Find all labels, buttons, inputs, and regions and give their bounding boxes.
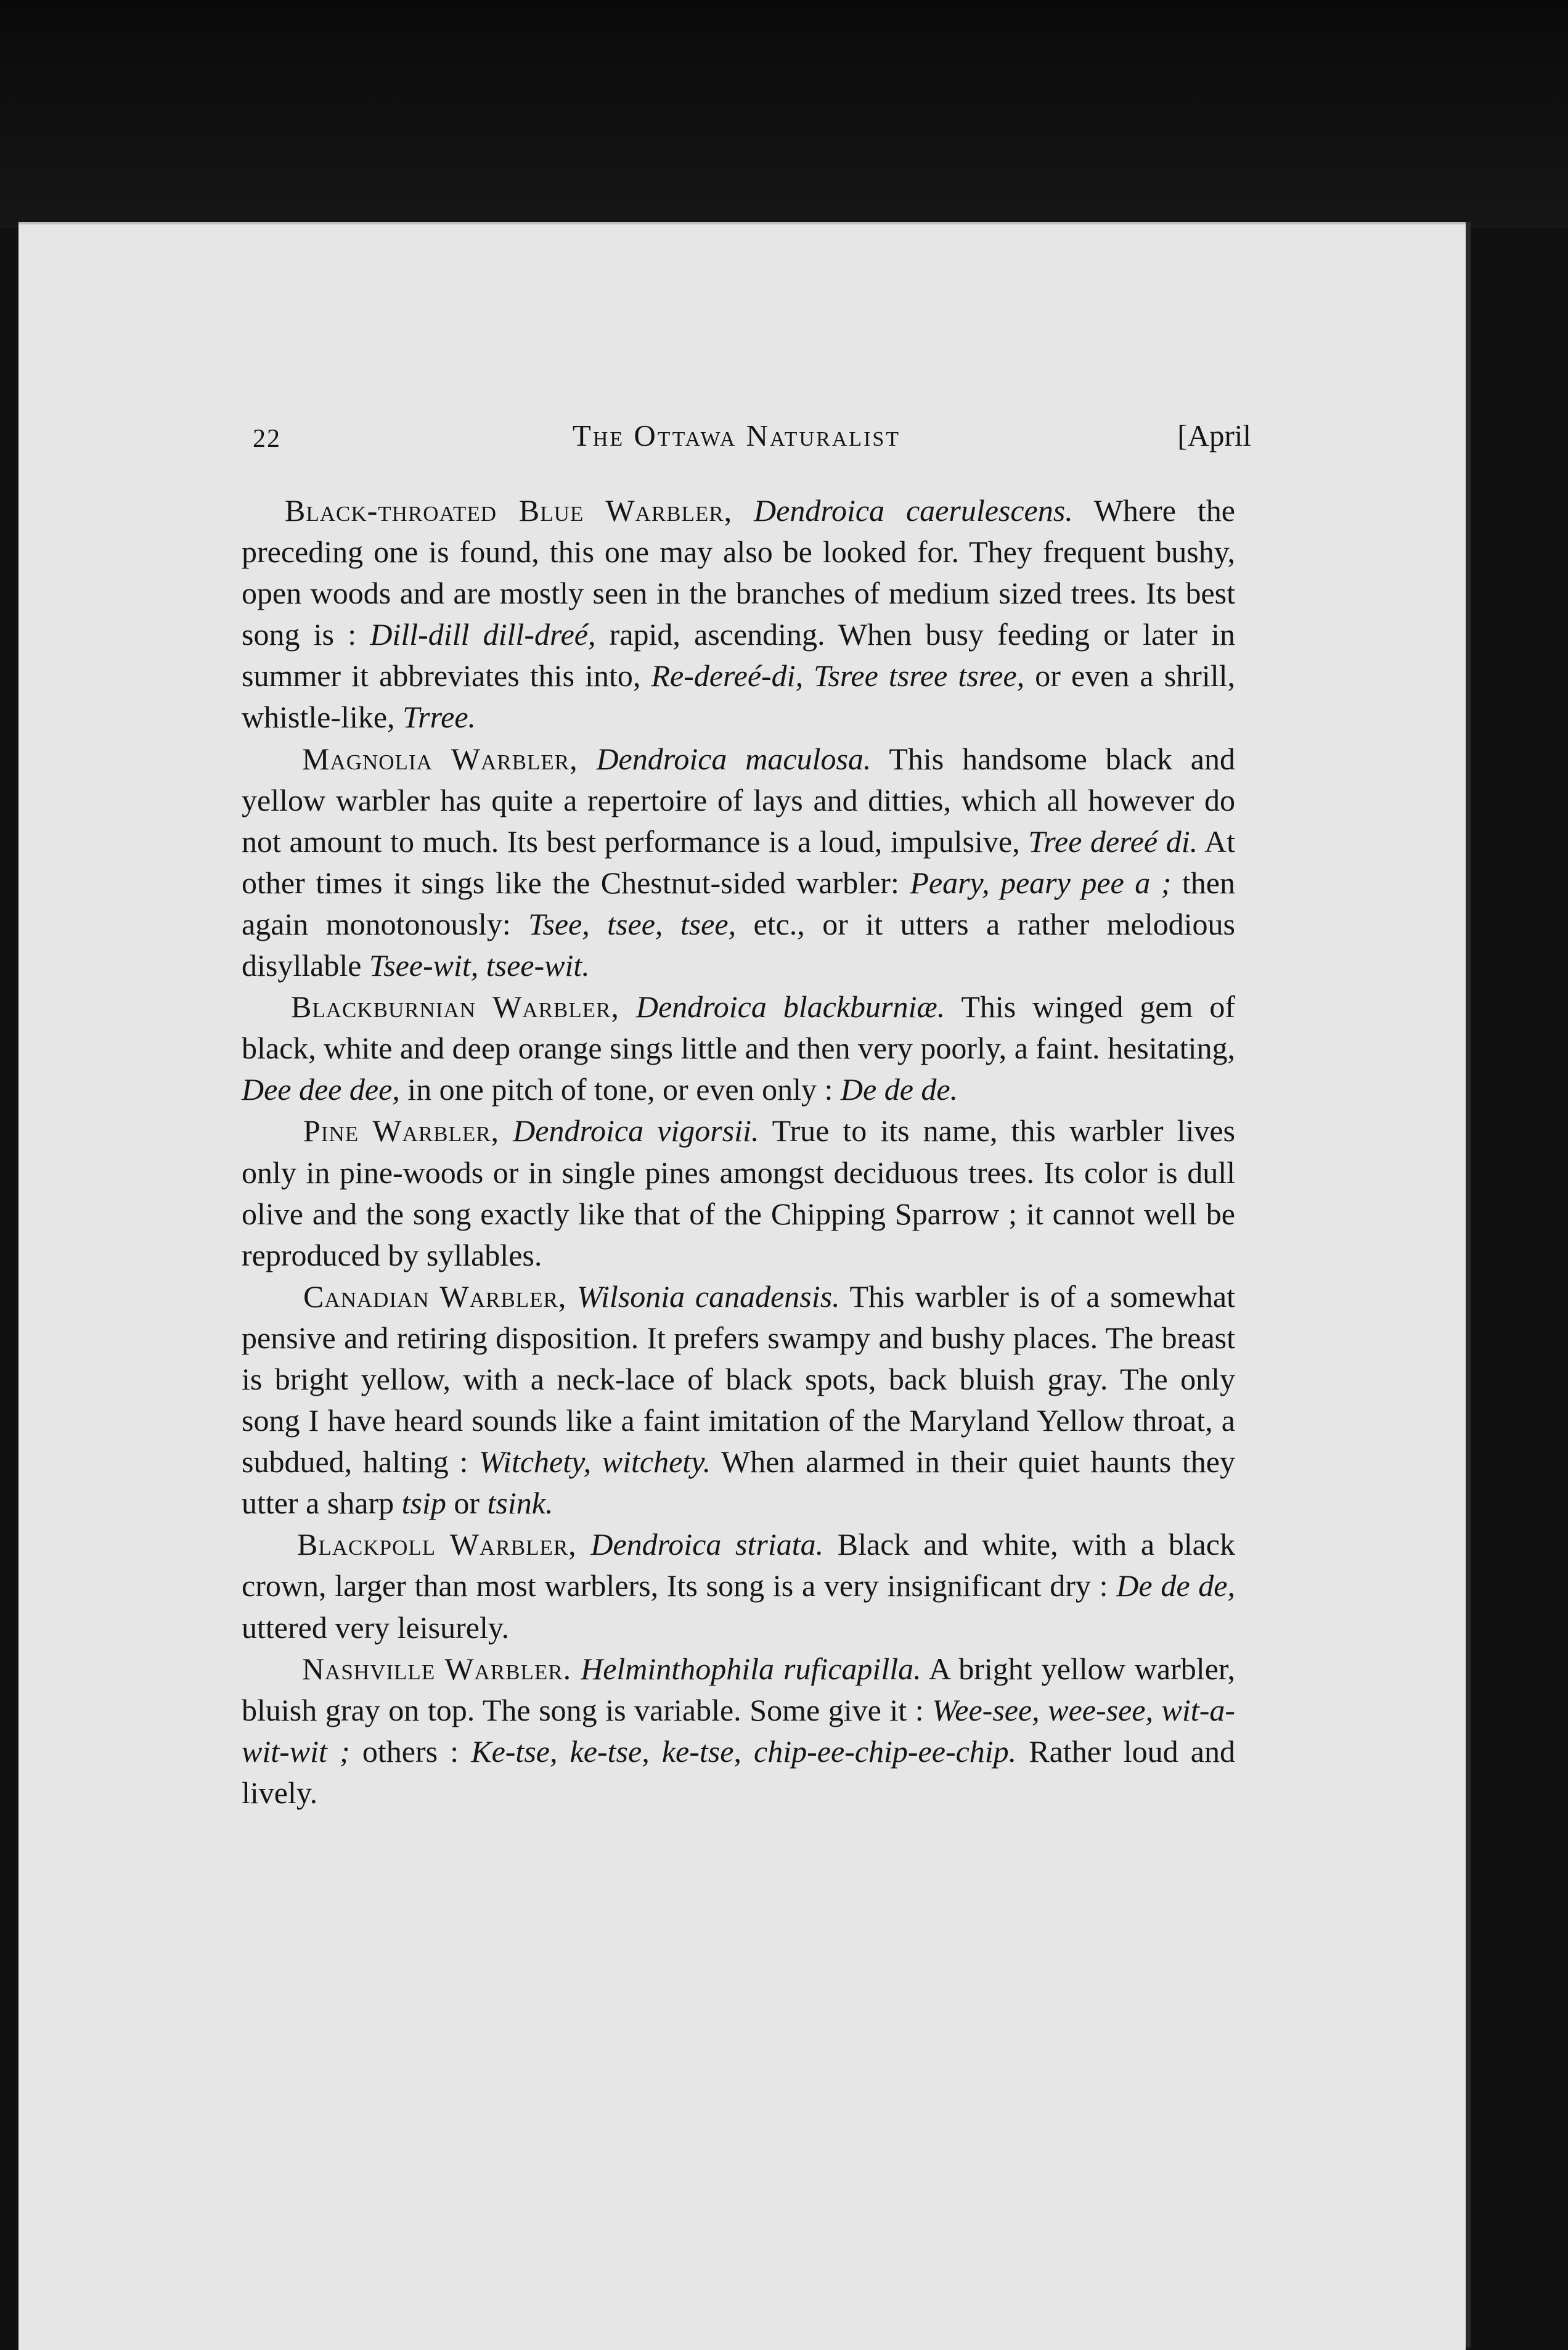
entry-text: or even a shrill, whistle-like, [242, 658, 1235, 735]
page-number: 22 [253, 425, 281, 453]
entry-paragraph [242, 1110, 1235, 1275]
song-phrase: Tsee-wit, tsee-wit. [369, 948, 590, 983]
header-month: [April [1177, 419, 1251, 452]
latin-name: Helminthophila ruficapilla. [581, 1651, 921, 1686]
latin-name: Dendroica striata. [590, 1527, 824, 1562]
entry-text: others : [349, 1734, 472, 1769]
entry-text: then again monotonously: [242, 865, 1235, 941]
entry-text: Rather loud and lively. [242, 1734, 1235, 1810]
bird-name: Blackpoll Warbler, [297, 1527, 577, 1562]
song-phrase: Trree. [402, 700, 476, 735]
song-phrase: Tsee, tsee, tsee, [528, 906, 737, 941]
entry-paragraph [242, 1276, 1235, 1525]
entry-text: When alarmed in their quiet haunts they utter a sharp [242, 1444, 1235, 1521]
latin-name: Dendroica maculosa. [596, 741, 872, 776]
entry-text: uttered very leisurely. [242, 1610, 510, 1645]
song-phrase: Re-dereé-di, Tsree tsree tsree, [651, 658, 1025, 694]
song-phrase: Peary, peary pee a ; [910, 865, 1172, 900]
bird-name: Blackburnian Warbler, [291, 989, 619, 1025]
latin-name: Wilsonia canadensis. [577, 1279, 840, 1314]
entry-paragraph [242, 490, 1235, 739]
bird-name: Canadian Warbler, [303, 1279, 567, 1314]
entry-text: etc., or it utters a rather melodious disyllable [242, 906, 1235, 983]
song-phrase: De de de, [1116, 1568, 1235, 1603]
entry-text: A bright yellow warbler, bluish gray on top. The song is variable. Some give it : [242, 1651, 1235, 1727]
entry-paragraph [242, 739, 1235, 987]
entry-text: or [446, 1486, 488, 1521]
entry-text: in one pitch of tone, or even only : [399, 1072, 841, 1107]
entry-text: This winged gem of black, white and deep orange sings little and then very poorly, a faint. hesitating, [242, 989, 1235, 1066]
entry-paragraph [242, 1648, 1235, 1814]
song-phrase: De de de. [840, 1072, 958, 1107]
entry-text: rapid, ascending. When busy feeding or later in summer it abbreviates this into, [242, 617, 1236, 694]
latin-name: Dendroica blackburniæ. [635, 989, 945, 1025]
song-phrase: tsink. [487, 1486, 553, 1521]
entry-paragraph [242, 986, 1235, 1110]
song-phrase: Dill-dill dill-dreé, [370, 617, 596, 652]
entry-paragraph [242, 1524, 1235, 1648]
bird-name: Nashville Warbler. [302, 1651, 572, 1686]
entry-text: This handsome black and yellow warbler has quite a repertoire of lays and ditties, which all however do not amount to much. Its best performance is a loud, impulsive, [242, 741, 1235, 859]
song-phrase: Wee-see, wee-see, wit-a-wit-wit ; [242, 1692, 1235, 1769]
latin-name: Dendroica vigorsii. [513, 1113, 759, 1148]
journal-title: The Ottawa Naturalist [572, 419, 901, 452]
bird-name: Magnolia Warbler, [302, 741, 578, 776]
song-phrase: Tree dereé di. [1028, 824, 1198, 859]
entry-text: At other times it sings like the Chestnut-sided warbler: [242, 824, 1236, 900]
page-binding-edge [1466, 222, 1471, 2348]
article-body [242, 490, 1235, 1814]
song-phrase: tsip [401, 1486, 446, 1521]
entry-text: This warbler is of a somewhat pensive and retiring disposition. It prefers swampy and bushy places. The breast is bright yellow, with a neck-lace of black spots, back bluish gray. The only song I have heard sounds like a faint imitation of the Maryland Yellow throat, a subdued, halting : [242, 1279, 1235, 1480]
bird-name: Black-throated Blue Warbler, [285, 493, 733, 528]
bird-name: Pine Warbler, [303, 1113, 500, 1148]
running-header [222, 418, 1251, 473]
song-phrase: Dee dee dee, [242, 1072, 400, 1107]
song-phrase: Ke-tse, ke-tse, ke-tse, chip-ee-chip-ee-chip. [471, 1734, 1017, 1769]
entry-text: Black and white, with a black crown, larger than most warblers, Its song is a very insignificant dry : [242, 1527, 1236, 1603]
scan-dark-background [0, 0, 1568, 228]
song-phrase: Witchety, witchety. [479, 1444, 711, 1480]
latin-name: Dendroica caerulescens. [754, 493, 1073, 528]
entry-text: True to its name, this warbler lives only in pine-woods or in single pines amongst deciduous trees. Its color is dull olive and the song exactly like that of the Chipping Sparrow ; it cannot well be reproduced by syllables. [242, 1113, 1236, 1272]
entry-text: Where the preceding one is found, this one may also be looked for. They frequent bushy, open woods and are mostly seen in the branches of medium sized trees. Its best song is : [242, 493, 1235, 652]
